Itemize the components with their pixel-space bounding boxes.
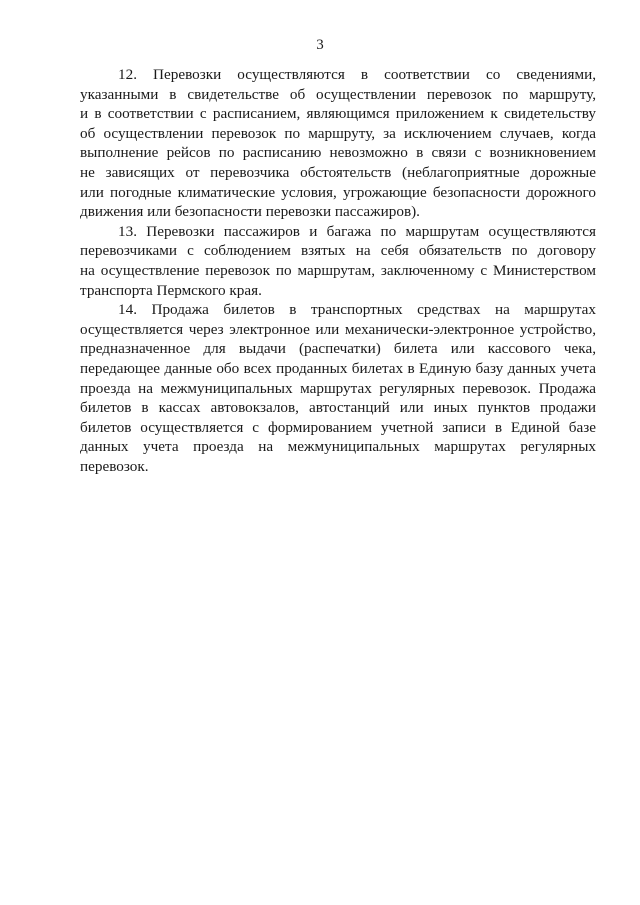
text-line: данных учета проезда на межмуниципальных маршрутах регулярных: [80, 438, 596, 456]
text-line: об осуществлении перевозок по маршруту, за исключением случаев, когда: [80, 124, 596, 142]
text-line: 13. Перевозки пассажиров и багажа по маршрутам осуществляются: [118, 222, 596, 240]
page-number: 3: [316, 37, 324, 53]
text-line: указанными в свидетельстве об осуществлении перевозок по маршруту,: [80, 85, 596, 103]
text-line: транспорта Пермского края.: [80, 281, 262, 299]
text-line: проезда на межмуниципальных маршрутах регулярных перевозок. Продажа: [80, 379, 596, 397]
text-line: билетов в кассах автовокзалов, автостанций или иных пунктов продажи: [80, 399, 596, 417]
text-line: или погодные климатические условия, угрожающие безопасности дорожного: [80, 183, 596, 201]
text-line: билетов осуществляется с формированием учетной записи в Единой базе: [80, 418, 596, 436]
paragraph-12: [80, 65, 596, 222]
paragraph-13: [80, 222, 596, 300]
text-line: осуществляется через электронное или механически-электронное устройство,: [80, 320, 596, 338]
text-line: перевозчиками с соблюдением взятых на себя обязательств по договору: [80, 242, 596, 260]
text-line: выполнение рейсов по расписанию невозможно в связи с возникновением: [80, 144, 596, 162]
text-line: передающее данные обо всех проданных билетах в Единую базу данных учета: [80, 359, 596, 377]
text-line: перевозок.: [80, 457, 149, 475]
text-line: движения или безопасности перевозки пассажиров).: [80, 203, 420, 221]
text-line: не зависящих от перевозчика обстоятельств (неблагоприятные дорожные: [80, 163, 596, 181]
document-body: [80, 65, 596, 476]
text-line: на осуществление перевозок по маршрутам, заключенному с Министерством: [80, 261, 596, 279]
text-line: 14. Продажа билетов в транспортных средствах на маршрутах: [118, 301, 596, 319]
text-line: и в соответствии с расписанием, являющимся приложением к свидетельству: [80, 105, 596, 123]
text-line: 12. Перевозки осуществляются в соответствии со сведениями,: [118, 66, 596, 83]
paragraph-14: [80, 300, 596, 476]
text-line: предназначенное для выдачи (распечатки) билета или кассового чека,: [80, 340, 596, 358]
